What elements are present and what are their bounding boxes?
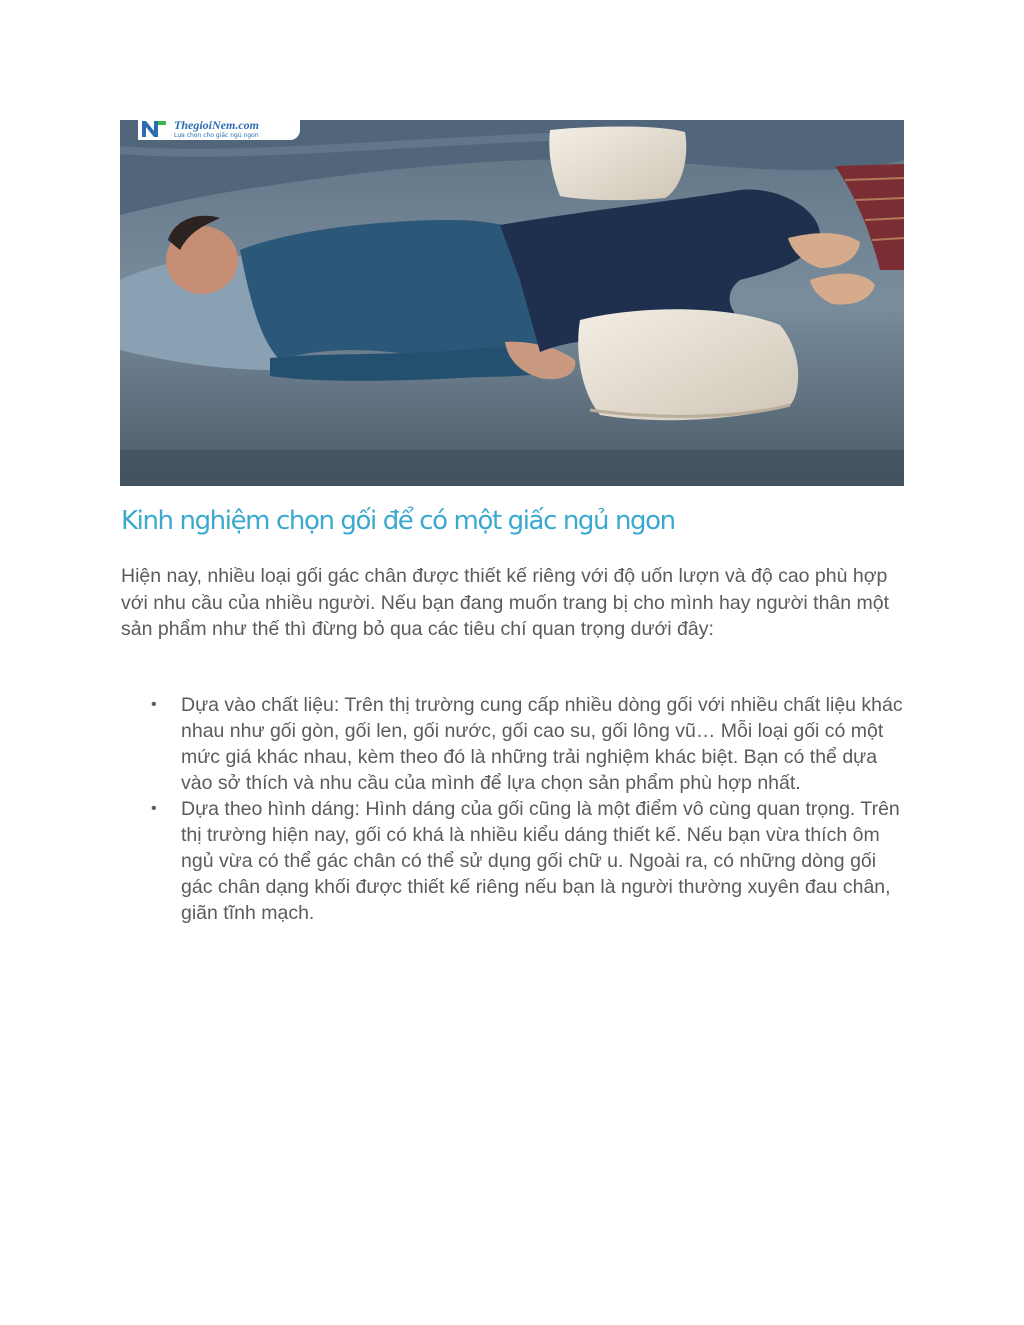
- hero-image: [120, 120, 904, 486]
- man-sleeping-with-leg-pillow-photo: [120, 120, 904, 486]
- bullet-icon: •: [151, 696, 157, 713]
- bullet-icon: •: [151, 800, 157, 817]
- logo-mark-icon: [140, 119, 168, 139]
- criteria-list: [151, 692, 909, 926]
- logo-tagline: Lựa chọn cho giấc ngủ ngon: [174, 132, 259, 139]
- intro-paragraph: Hiện nay, nhiều loại gối gác chân được thiết kế riêng với độ uốn lượn và độ cao phù hợp với nhu cầu của nhiều người. Nếu bạn đang muốn trang bị cho mình hay người thân một sản phẩm như thế thì đừng bỏ qua các tiêu chí quan trọng dưới đây:: [121, 565, 890, 640]
- brand-logo: [138, 118, 300, 140]
- criteria-text: Dựa vào chất liệu: Trên thị trường cung cấp nhiều dòng gối với nhiều chất liệu khác nhau như gối gòn, gối len, gối nước, gối cao su, gối lông vũ… Mỗi loại gối có một mức giá khác nhau, kèm theo đó là những trải nghiệm khác biệt. Bạn có thể dựa vào sở thích và nhu cầu của mình để lựa chọn sản phẩm phù hợp nhất.: [181, 694, 903, 794]
- list-item: [151, 692, 909, 796]
- list-item: [151, 796, 909, 926]
- criteria-text: Dựa theo hình dáng: Hình dáng của gối cũng là một điểm vô cùng quan trọng. Trên thị trường hiện nay, gối có khá là nhiều kiểu dáng thiết kế. Nếu bạn vừa thích ôm ngủ vừa có thể gác chân có thể sử dụng gối chữ u. Ngoài ra, có những dòng gối gác chân dạng khối được thiết kế riêng nếu bạn là người thường xuyên đau chân, giãn tĩnh mạch.: [181, 798, 900, 924]
- article-heading: Kinh nghiệm chọn gối để có một giấc ngủ ngon: [121, 506, 675, 536]
- logo-text: ThegioiNem.com: [174, 118, 259, 132]
